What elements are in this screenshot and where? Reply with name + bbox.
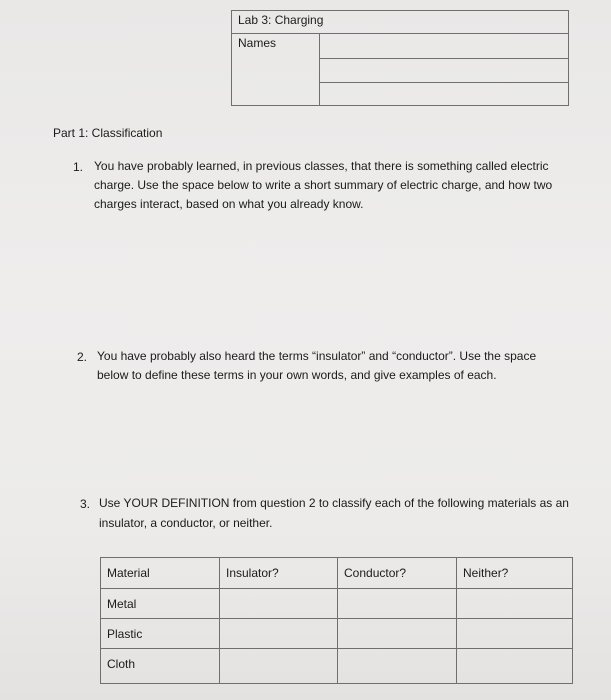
question-3-line-1: Use YOUR DEFINITION from question 2 to classify each of the following materials as an: [99, 496, 569, 510]
names-label-cell: [232, 33, 320, 105]
table-row: [101, 589, 573, 619]
question-1-line-1: You have probably learned, in previous classes, that there is something called electric: [94, 159, 549, 173]
header-conductor: Conductor?: [338, 558, 457, 589]
materials-table: [100, 557, 573, 684]
names-label: Names: [238, 36, 277, 50]
question-2-line-2: below to define these terms in your own words, and give examples of each.: [97, 368, 497, 382]
table-row: [101, 649, 573, 684]
question-1-line-3: charges interact, based on what you already know.: [94, 197, 364, 211]
question-1-line-2: charge. Use the space below to write a short summary of electric charge, and how two: [94, 178, 553, 192]
lab-title-row: [232, 11, 568, 34]
question-2-line-1: You have probably also heard the terms “insulator” and “conductor”. Use the space: [97, 349, 537, 363]
conductor-cell: [338, 589, 457, 619]
question-3-number: 3.: [80, 497, 91, 511]
insulator-cell: [220, 589, 338, 619]
insulator-cell: [220, 649, 338, 684]
header-insulator: Insulator?: [220, 558, 338, 589]
conductor-cell: [338, 649, 457, 684]
name-line-2: [319, 82, 568, 83]
header-material: Material: [101, 558, 220, 589]
table-row: [101, 619, 573, 649]
material-cell: Cloth: [101, 649, 220, 684]
table-header-row: [101, 558, 573, 589]
header-neither: Neither?: [457, 558, 573, 589]
material-cell: Metal: [101, 589, 220, 619]
name-line-1: [319, 58, 568, 59]
insulator-cell: [220, 619, 338, 649]
lab-title: Lab 3: Charging: [238, 13, 324, 27]
neither-cell: [457, 619, 573, 649]
part-title: Part 1: Classification: [53, 126, 163, 140]
conductor-cell: [338, 619, 457, 649]
neither-cell: [457, 649, 573, 684]
material-cell: Plastic: [101, 619, 220, 649]
header-table: [231, 10, 569, 106]
neither-cell: [457, 589, 573, 619]
question-1-number: 1.: [73, 160, 84, 174]
question-2-number: 2.: [77, 350, 88, 364]
question-3-line-2: insulator, a conductor, or neither.: [99, 516, 273, 530]
